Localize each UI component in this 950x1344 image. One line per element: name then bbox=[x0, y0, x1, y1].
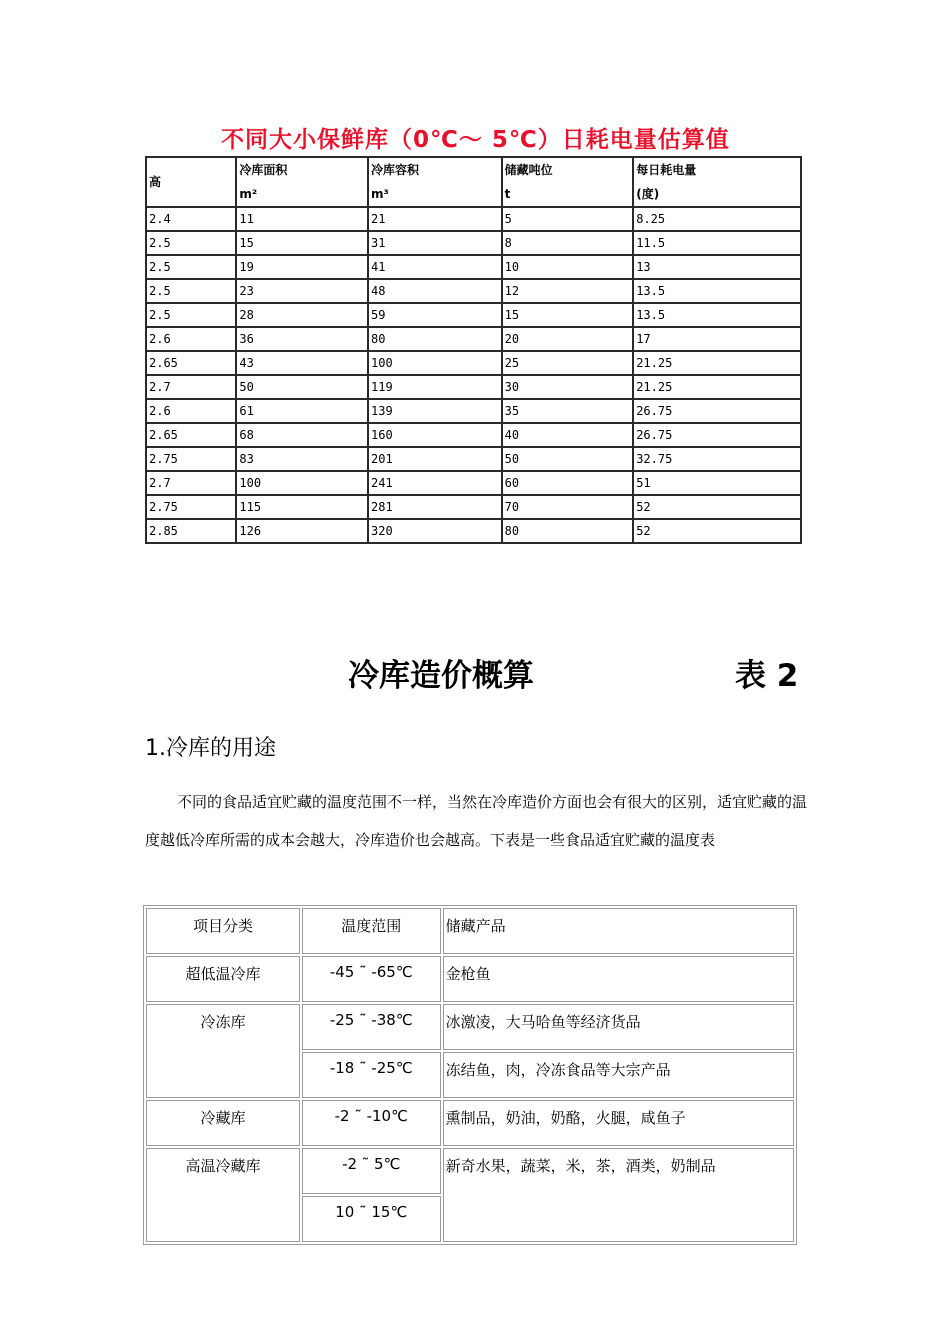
table1-header-power: 每日耗电量 (度) bbox=[633, 157, 801, 207]
table-row bbox=[146, 279, 801, 303]
table-cell: -2 ˜ 5℃ bbox=[302, 1148, 441, 1194]
table-cell: 冰激凌，大马哈鱼等经济货品 bbox=[443, 1004, 794, 1050]
table-row bbox=[146, 447, 801, 471]
table-cell: 21.25 bbox=[633, 375, 801, 399]
table-cell: 28 bbox=[236, 303, 368, 327]
table-cell: 2.5 bbox=[146, 279, 236, 303]
storage-temperature-table bbox=[143, 905, 797, 1245]
table-cell: 2.65 bbox=[146, 423, 236, 447]
table-cell: 2.4 bbox=[146, 207, 236, 231]
table-cell: 36 bbox=[236, 327, 368, 351]
table-row bbox=[146, 519, 801, 543]
table-cell: 52 bbox=[633, 495, 801, 519]
table-cell: 126 bbox=[236, 519, 368, 543]
table-cell: 冷冻库 bbox=[146, 1004, 300, 1098]
table-cell: 20 bbox=[502, 327, 634, 351]
table-row bbox=[146, 1100, 794, 1146]
table-cell: -18 ˜ -25℃ bbox=[302, 1052, 441, 1098]
table-cell: 2.5 bbox=[146, 303, 236, 327]
table-cell: -45 ˜ -65℃ bbox=[302, 956, 441, 1002]
table1-header-height: 高 bbox=[146, 157, 236, 207]
table-cell: 70 bbox=[502, 495, 634, 519]
table-cell: 10 bbox=[502, 255, 634, 279]
table-cell: 80 bbox=[502, 519, 634, 543]
table-cell: 21 bbox=[368, 207, 502, 231]
table-row bbox=[146, 423, 801, 447]
table-cell: 5 bbox=[502, 207, 634, 231]
table-cell: 41 bbox=[368, 255, 502, 279]
table1-header-volume: 冷库容积 m³ bbox=[368, 157, 502, 207]
table-cell: -25 ˜ -38℃ bbox=[302, 1004, 441, 1050]
table-cell: 51 bbox=[633, 471, 801, 495]
table-cell: 高温冷藏库 bbox=[146, 1148, 300, 1242]
table-cell: 冷藏库 bbox=[146, 1100, 300, 1146]
table-row bbox=[146, 351, 801, 375]
table-row bbox=[146, 956, 794, 1002]
section-title: 1.冷库的用途 bbox=[145, 736, 276, 761]
table-cell: 2.6 bbox=[146, 399, 236, 423]
table2-header-products: 储藏产品 bbox=[443, 908, 794, 954]
table-cell: 31 bbox=[368, 231, 502, 255]
table-cell: 2.5 bbox=[146, 231, 236, 255]
table-cell: 35 bbox=[502, 399, 634, 423]
table-cell: 11 bbox=[236, 207, 368, 231]
table-cell: 2.6 bbox=[146, 327, 236, 351]
table-cell: 2.75 bbox=[146, 447, 236, 471]
table-cell: -2 ˜ -10℃ bbox=[302, 1100, 441, 1146]
table-cell: 26.75 bbox=[633, 423, 801, 447]
table-cell: 60 bbox=[502, 471, 634, 495]
table-cell: 熏制品，奶油，奶酪，火腿，咸鱼子 bbox=[443, 1100, 794, 1146]
table-row bbox=[146, 495, 801, 519]
table1-header-area: 冷库面积 m² bbox=[236, 157, 368, 207]
table1-title: 不同大小保鲜库（0℃～ 5℃）日耗电量估算值 bbox=[221, 127, 730, 153]
table-cell: 19 bbox=[236, 255, 368, 279]
table-cell: 超低温冷库 bbox=[146, 956, 300, 1002]
table-cell: 12 bbox=[502, 279, 634, 303]
table2-header-row bbox=[146, 908, 794, 954]
table-cell: 15 bbox=[236, 231, 368, 255]
table-cell: 115 bbox=[236, 495, 368, 519]
table-cell: 320 bbox=[368, 519, 502, 543]
table-cell: 新奇水果，蔬菜，米，茶，酒类，奶制品 bbox=[443, 1148, 794, 1242]
section-paragraph: 不同的食品适宜贮藏的温度范围不一样，当然在冷库造价方面也会有很大的区别，适宜贮藏的温度越低冷库所需的成本会越大，冷库造价也会越高。下表是一些食品适宜贮藏的温度表 bbox=[145, 793, 808, 849]
table-cell: 160 bbox=[368, 423, 502, 447]
table-cell: 8 bbox=[502, 231, 634, 255]
table-cell: 11.5 bbox=[633, 231, 801, 255]
table-cell: 2.7 bbox=[146, 471, 236, 495]
table-row bbox=[146, 399, 801, 423]
table-cell: 59 bbox=[368, 303, 502, 327]
table-cell: 43 bbox=[236, 351, 368, 375]
table-cell: 冻结鱼，肉，冷冻食品等大宗产品 bbox=[443, 1052, 794, 1098]
table-cell: 52 bbox=[633, 519, 801, 543]
table-cell: 13.5 bbox=[633, 279, 801, 303]
table-row bbox=[146, 1148, 794, 1194]
table-cell: 21.25 bbox=[633, 351, 801, 375]
page-title: 冷库造价概算 bbox=[348, 658, 534, 694]
table-cell: 23 bbox=[236, 279, 368, 303]
table-cell: 83 bbox=[236, 447, 368, 471]
table-cell: 201 bbox=[368, 447, 502, 471]
table-cell: 50 bbox=[236, 375, 368, 399]
table-row bbox=[146, 207, 801, 231]
table-cell: 61 bbox=[236, 399, 368, 423]
power-consumption-table bbox=[145, 156, 802, 544]
table-cell: 2.85 bbox=[146, 519, 236, 543]
table1-header-tonnage: 储藏吨位 t bbox=[502, 157, 634, 207]
table-row bbox=[146, 1004, 794, 1050]
table-cell: 2.7 bbox=[146, 375, 236, 399]
table-number-label: 表 2 bbox=[735, 658, 799, 694]
table1-header-row bbox=[146, 157, 801, 207]
table-row bbox=[146, 255, 801, 279]
table2-header-range: 温度范围 bbox=[302, 908, 441, 954]
table-cell: 32.75 bbox=[633, 447, 801, 471]
table-cell: 119 bbox=[368, 375, 502, 399]
table-row bbox=[146, 471, 801, 495]
table-cell: 30 bbox=[502, 375, 634, 399]
table-cell: 50 bbox=[502, 447, 634, 471]
table2-header-category: 项目分类 bbox=[146, 908, 300, 954]
table-cell: 68 bbox=[236, 423, 368, 447]
table-cell: 8.25 bbox=[633, 207, 801, 231]
table-cell: 2.75 bbox=[146, 495, 236, 519]
table-cell: 48 bbox=[368, 279, 502, 303]
table-cell: 100 bbox=[236, 471, 368, 495]
table-cell: 2.5 bbox=[146, 255, 236, 279]
table-row bbox=[146, 327, 801, 351]
table-cell: 241 bbox=[368, 471, 502, 495]
table-cell: 2.65 bbox=[146, 351, 236, 375]
table-row bbox=[146, 375, 801, 399]
table-cell: 25 bbox=[502, 351, 634, 375]
table-cell: 15 bbox=[502, 303, 634, 327]
table-cell: 17 bbox=[633, 327, 801, 351]
table-cell: 139 bbox=[368, 399, 502, 423]
table-row bbox=[146, 303, 801, 327]
table-cell: 13 bbox=[633, 255, 801, 279]
table-cell: 13.5 bbox=[633, 303, 801, 327]
table-cell: 40 bbox=[502, 423, 634, 447]
table-cell: 26.75 bbox=[633, 399, 801, 423]
table-cell: 281 bbox=[368, 495, 502, 519]
table-cell: 10 ˜ 15℃ bbox=[302, 1196, 441, 1242]
table-row bbox=[146, 231, 801, 255]
table-cell: 100 bbox=[368, 351, 502, 375]
table-cell: 金枪鱼 bbox=[443, 956, 794, 1002]
table-cell: 80 bbox=[368, 327, 502, 351]
